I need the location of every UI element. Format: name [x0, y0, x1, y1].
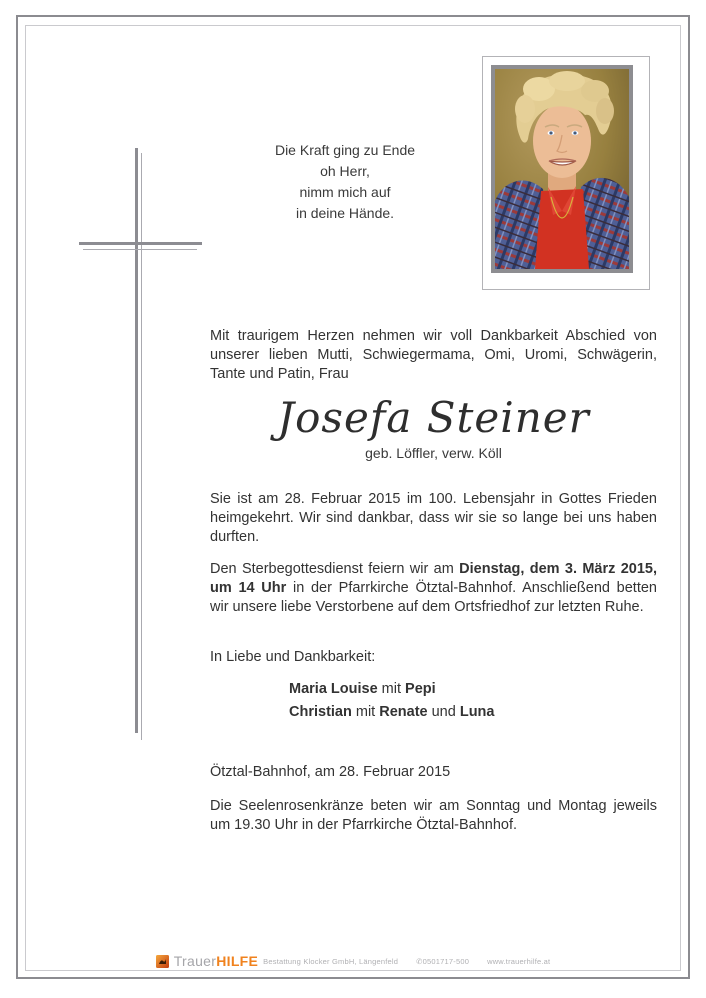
- portrait-photo-frame: [482, 56, 650, 290]
- rosary-paragraph: Die Seelenrosenkränze beten wir am Sonntag und Montag jeweils um 19.30 Uhr in der Pfarrkirche Ötztal-Bahnhof.: [210, 798, 657, 833]
- cross-horizontal-bar: [79, 242, 202, 245]
- portrait-photo-mat: [491, 65, 633, 273]
- trauerhilfe-logo-icon: [156, 955, 169, 968]
- funeral-home-company: Bestattung Klocker GmbH, Längenfeld: [263, 956, 399, 966]
- funeral-home-footer: [0, 951, 706, 971]
- deceased-name-block: [210, 394, 657, 462]
- quote-line: oh Herr,: [320, 163, 370, 179]
- portrait-photo: [495, 69, 629, 269]
- funeral-home-website: www.trauerhilfe.at: [487, 956, 551, 966]
- cross-horizontal-thin-line: [83, 249, 197, 250]
- deceased-birth-name: geb. Löffler, verw. Köll: [365, 445, 502, 461]
- brand-name: [174, 954, 258, 968]
- funeral-home-phone: ✆0501717-500: [416, 956, 470, 966]
- service-paragraph: Den Sterbegottesdienst feiern wir am Dienstag, dem 3. März 2015, um 14 Uhr in der Pfarrkirche Ötztal-Bahnhof. Anschließend betten wir unsere liebe Verstorbene auf dem Ortsfriedhof zur letzten Ruhe.: [210, 561, 658, 615]
- brand-hilfe: HILFE: [216, 953, 259, 969]
- quote-line: in deine Hände.: [295, 205, 395, 221]
- memorial-quote: [235, 140, 455, 224]
- deceased-name: Josefa Steiner: [277, 393, 590, 442]
- brand-trauer: Trauer: [173, 953, 217, 969]
- quote-line: Die Kraft ging zu Ende: [274, 142, 416, 158]
- family-names: [289, 678, 494, 724]
- cross-vertical-bar: [135, 148, 138, 733]
- place-date: Ötztal-Bahnhof, am 28. Februar 2015: [210, 764, 451, 780]
- quote-line: nimm mich auf: [299, 184, 391, 200]
- family-line: Christian mit Renate und Luna: [289, 704, 495, 720]
- intro-paragraph: Mit traurigem Herzen nehmen wir voll Dankbarkeit Abschied von unserer lieben Mutti, Schwiegermama, Omi, Uromi, Schwägerin, Tante und Patin, Frau: [210, 328, 657, 382]
- family-line: Maria Louise mit Pepi: [289, 681, 436, 697]
- gratitude-heading: In Liebe und Dankbarkeit:: [210, 649, 376, 665]
- passing-paragraph: Sie ist am 28. Februar 2015 im 100. Lebensjahr in Gottes Frieden heimgekehrt. Wir sind dankbar, dass wir sie so lange bei uns haben durften.: [210, 491, 657, 545]
